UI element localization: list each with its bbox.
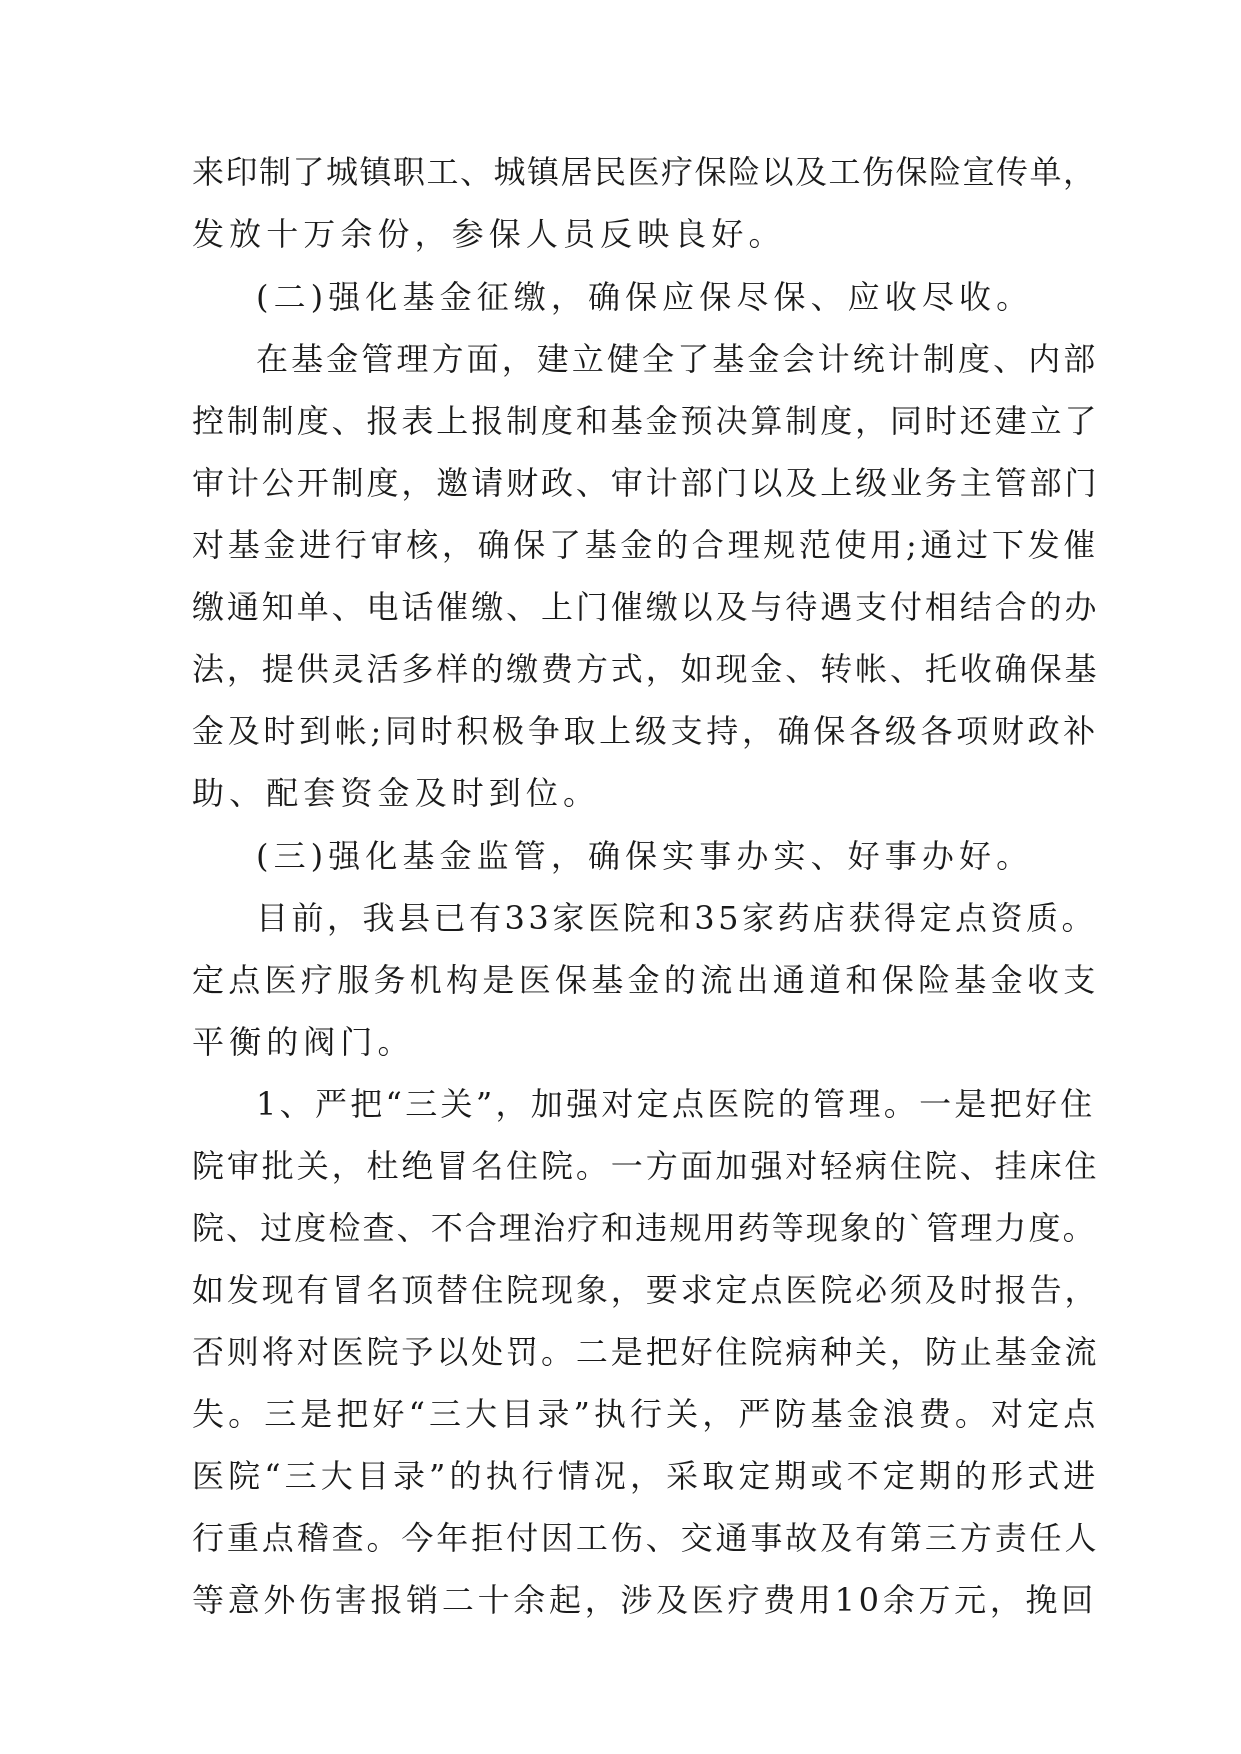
text-line: 来印制了城镇职工、城镇居民医疗保险以及工伤保险宣传单， (192, 153, 1097, 191)
text-line: 缴通知单、电话催缴、上门催缴以及与待遇支付相结合的办 (192, 588, 1100, 626)
text-line: 在基金管理方面，建立健全了基金会计统计制度、内部 (256, 340, 1099, 378)
text-line: 1、严把“三关”，加强对定点医院的管理。一是把好住 (256, 1085, 1096, 1123)
text-line: 行重点稽查。今年拒付因工伤、交通事故及有第三方责任人 (192, 1519, 1100, 1557)
text-line: 医院“三大目录”的执行情况，采取定期或不定期的形式进 (192, 1457, 1100, 1495)
text-line: 否则将对医院予以处罚。二是把好住院病种关，防止基金流 (192, 1333, 1100, 1371)
text-line: 如发现有冒名顶替住院现象，要求定点医院必须及时报告， (192, 1271, 1100, 1309)
text-line: 审计公开制度，邀请财政、审计部门以及上级业务主管部门 (192, 464, 1100, 502)
text-line: 法，提供灵活多样的缴费方式，如现金、转帐、托收确保基 (192, 650, 1100, 688)
text-line: 助、配套资金及时到位。 (192, 774, 601, 812)
text-line: 失。三是把好“三大目录”执行关，严防基金浪费。对定点 (192, 1395, 1100, 1433)
text-line: 金及时到帐;同时积极争取上级支持，确保各级各项财政补 (192, 712, 1099, 750)
text-line: 目前，我县已有33家医院和35家药店获得定点资质。 (256, 899, 1097, 937)
text-line: 等意外伤害报销二十余起，涉及医疗费用10余万元，挽回 (192, 1581, 1097, 1619)
text-line: 平衡的阀门。 (192, 1023, 415, 1061)
text-line: 院审批关，杜绝冒名住院。一方面加强对轻病住院、挂床住 (192, 1147, 1100, 1185)
text-line: 院、过度检查、不合理治疗和违规用药等现象的`管理力度。 (192, 1209, 1097, 1247)
text-line: 定点医疗服务机构是医保基金的流出通道和保险基金收支 (192, 961, 1100, 999)
section-heading: (三)强化基金监管，确保实事办实、好事办好。 (256, 837, 1034, 875)
text-line: 控制制度、报表上报制度和基金预决算制度，同时还建立了 (192, 402, 1100, 440)
text-line: 对基金进行审核，确保了基金的合理规范使用;通过下发催 (192, 526, 1099, 564)
section-heading: (二)强化基金征缴，确保应保尽保、应收尽收。 (256, 278, 1034, 316)
text-line: 发放十万余份，参保人员反映良好。 (192, 215, 786, 253)
